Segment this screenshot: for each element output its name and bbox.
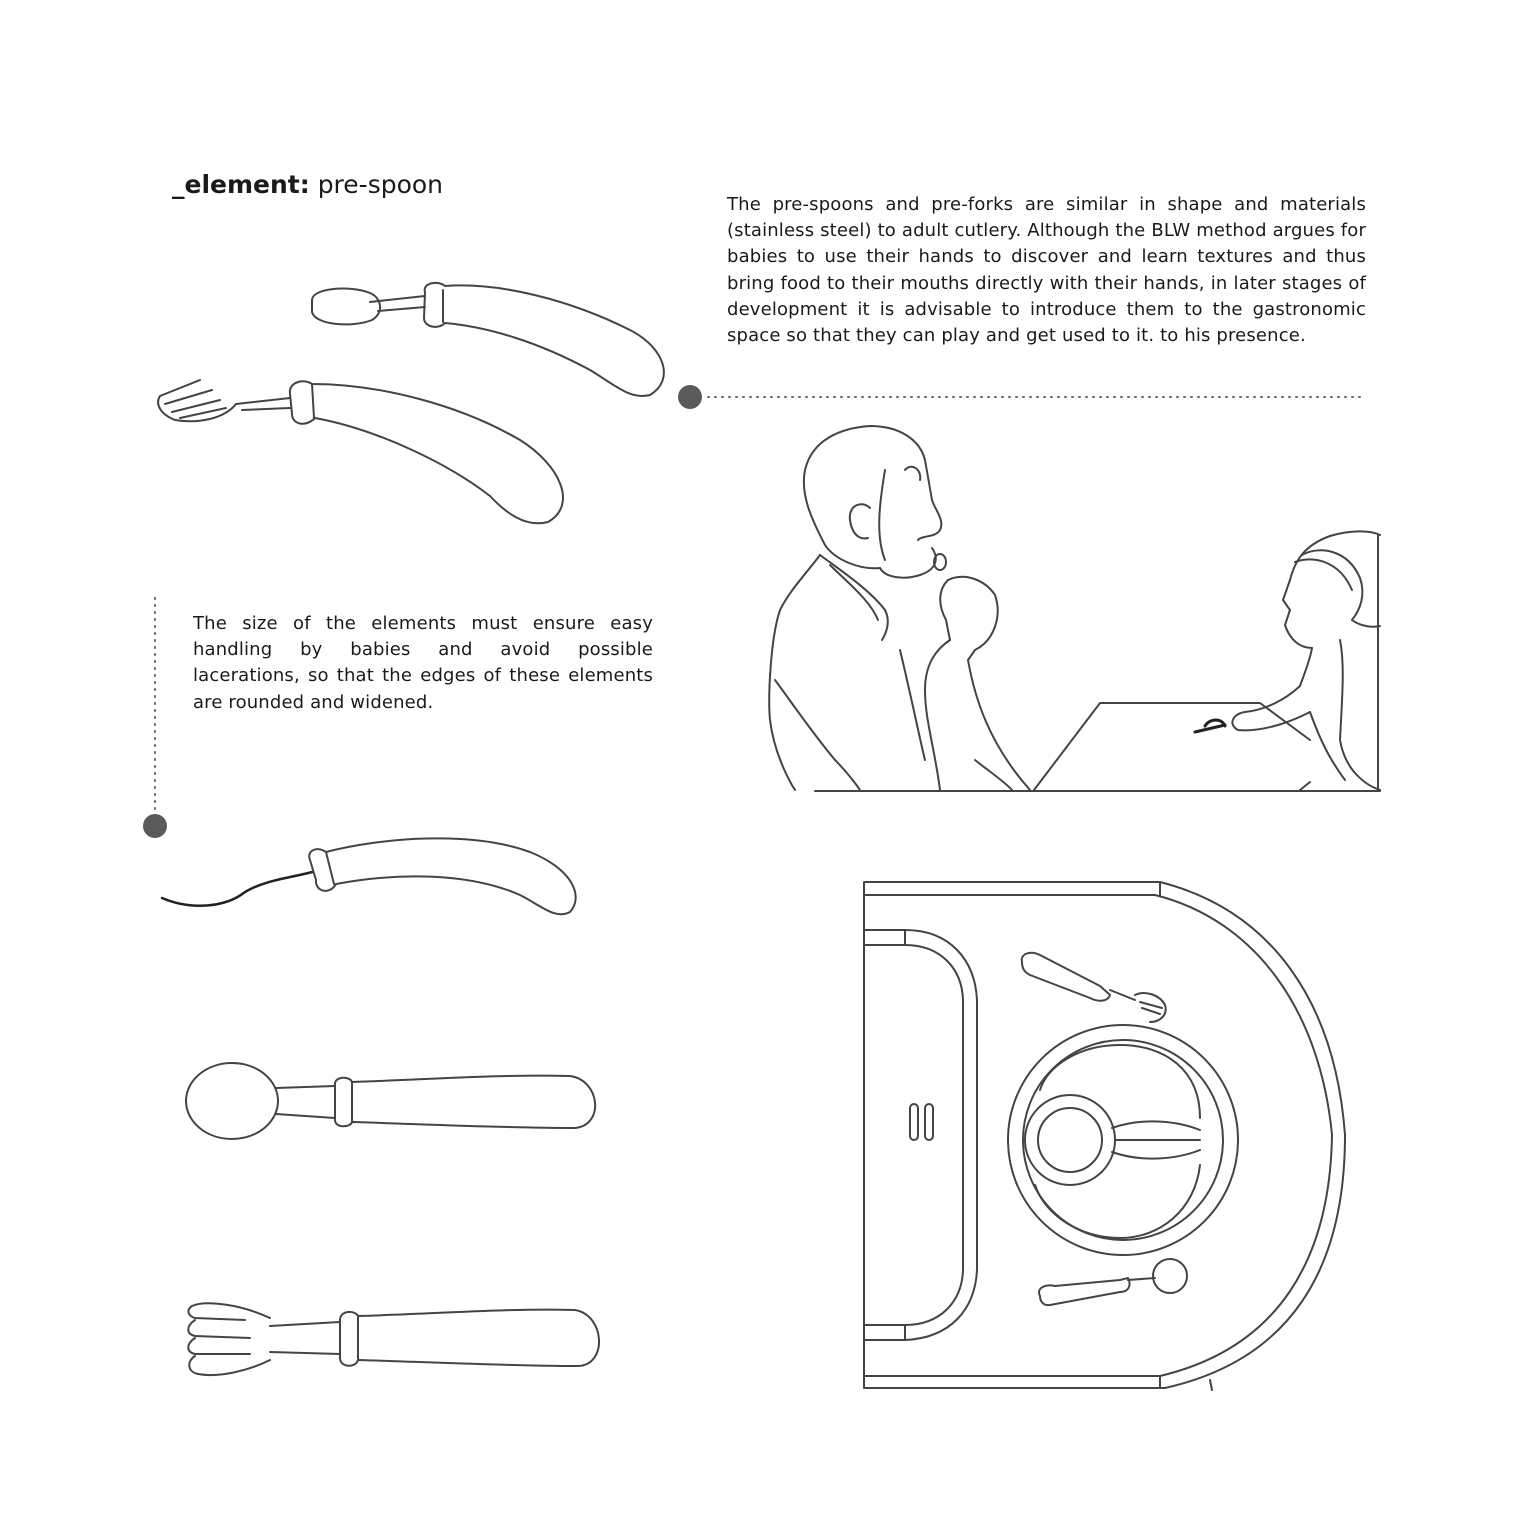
section-value: pre-spoon xyxy=(317,170,444,199)
pre-fork-top-icon xyxy=(188,1303,599,1375)
section-label: _element: xyxy=(172,170,310,199)
pre-fork-angled-icon xyxy=(158,380,563,523)
description-left: The size of the elements must ensure easy handling by babies and avoid possible lacerations, so that the edges of these elements are rounded and widened. xyxy=(193,613,653,713)
high-chair-tray-top-view-icon xyxy=(864,882,1345,1390)
pre-spoon-side-icon xyxy=(162,838,576,914)
pre-spoon-angled-icon xyxy=(312,283,664,396)
pre-spoon-top-icon xyxy=(186,1063,595,1139)
description-top: The pre-spoons and pre-forks are similar in shape and materials (stainless steel) to adult cutlery. Although the BLW method argues for babies to use their hands to discover and learn textures and thus bring food to their mouths directly with their hands, in later stages of development it is advisable to introduce them to the gastronomic space so that they can play and get used to it. to his presence. xyxy=(727,194,1366,347)
adult-and-baby-at-table-icon xyxy=(769,426,1380,791)
